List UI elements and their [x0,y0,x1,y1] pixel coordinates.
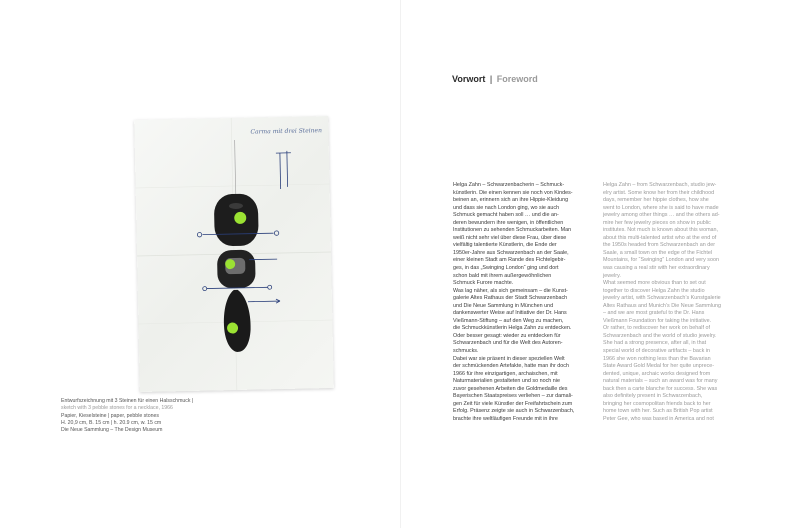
german-text-line: vielfältig talentierte Künstlerin, die Ende der [453,242,557,249]
german-text-column [453,182,603,424]
german-text-line: deren bewundern ihre wenigen, in öffentlichen [453,219,564,226]
english-text-line: together to discover Helga Zahn the studio [603,287,705,294]
english-text-line: Helga Zahn – from Schwarzenbach, studio jew- [603,182,717,188]
german-text-line: Schwarzenbach und für die Welt des Autoren- [453,340,563,347]
german-text-line: Dabei war sie präsent in dieser speziellen Welt [453,355,565,362]
foreword-heading [452,74,538,84]
german-text-line: 1950er-Jahre aus Schwarzenbach an der Saale, [453,249,569,256]
caption-line-3: Papier, Kieselsteine | paper, pebble stones [61,412,159,419]
german-text-line: schon bald mit ihrem außergewöhnlichen [453,272,552,279]
german-text-line: weiß nicht sehr viel über diese Frau, über diese [453,234,567,241]
german-text-line: gen Zeit für viele Künstler der Freifahrtschein zum [453,400,573,407]
english-text-line: elry artist. Some know her from their childhood [603,189,715,196]
german-text-line: der schmückenden Artefakte, hatte man ihr doch [453,363,569,370]
german-text-line: Erfolg. Präsenz zeigte sie auch in Schwarzenbach, [453,408,575,415]
german-text-line: 1966 für ihre einzigartigen, archaischen, mit [453,370,558,377]
english-text-line: Schwarzenbach and the world of studio jewelry. [603,332,717,339]
necklace-sketch-image [134,116,334,392]
english-text-line: jewelry artist, with Schwarzenbach’s Kunstgalerie [603,295,721,302]
german-text-line: einer kleinen Stadt am Rande des Fichtelgebir- [453,257,566,264]
english-text-line: Vießmann Foundation for taking the initiative. [603,317,712,324]
foreword-title-de: Vorwort [452,74,486,84]
german-text-line: brachte ihre weltläufigen Freunde mit in ihre [453,415,558,422]
german-text-line: künstlerin. Die einen kennen sie noch von Kindes- [453,189,573,196]
german-text-line: beinen an, erinnern sich an ihre Hippie-Kleidung [453,197,569,204]
image-caption [61,398,271,434]
english-text-line: dented, unique, archaic works designed from [603,370,711,377]
caption-line-5: Die Neue Sammlung – The Design Museum [61,427,163,434]
english-text-line: back then a carte blanche for success. She was [603,385,718,392]
english-text-line: jewelry among other things … and the others ad- [603,212,720,219]
german-text-line: Institutionen zu sehenden Schmuckarbeiten. Man [453,227,572,234]
foreword-title-en: Foreword [496,74,538,84]
english-text-line: days, remember her hippie clothes, how she [603,197,709,204]
english-text-line: – and we are most grateful to the Dr. Hans [603,310,705,317]
english-text-line: bringing her cosmopolitan friends back to her [603,400,711,407]
german-text-line: dankenswerter Weise auf Initiative der Dr. Hans [453,310,567,317]
english-text-line: She had a strong presence, after all, in that [603,340,707,347]
english-text-line: also definitely present in Schwarzenbach, [603,393,703,400]
english-text-line: about this multi-talented artist who at the end of [603,234,717,241]
english-text-line: State Award Gold Medal for her quite unprece- [603,363,715,370]
german-text-line: und dass sie nach London ging, wo sie auch [453,204,560,211]
handwritten-note: Carma mit drei Steinen [250,127,323,136]
german-text-line: zuvor gesehenen Arbeiten die Goldmedaille des [453,385,568,392]
english-text-line: natural materials – such an award was for many [603,378,718,385]
english-text-line: jewelry. [603,272,621,279]
english-text-line: the 1950s headed from Schwarzenbach an der [603,242,716,249]
english-text-line: institutes. Not much is known about this woman, [603,227,719,234]
caption-line-4: H. 20,9 cm, B. 15 cm | h. 20.9 cm, w. 15 cm [61,419,162,426]
english-text-line: 1966 she won nothing less than the Bavarian [603,355,711,362]
caption-line-2: sketch with 3 pebble stones for a necklace, 1966 [61,405,173,412]
english-text-column [603,182,753,424]
german-text-line: schmucks. [453,348,479,355]
german-text-line: und Die Neue Sammlung in München und [453,302,554,309]
english-text-line: special world of decorative artifacts – back in [603,348,710,355]
english-text-line: mire her few jewelry pieces on show in public [603,219,711,226]
title-separator: | [489,74,493,84]
german-text-line: Schmuck gemacht haben soll … und die an- [453,212,559,219]
english-text-line: Altes Rathaus and Munich’s Die Neue Sammlung [603,302,721,309]
german-text-line: Naturmaterialien gestalteten und so noch nie [453,378,560,385]
german-text-line: Vießmann-Stiftung – auf den Weg zu machen, [453,317,564,324]
english-text-line: went to London, where she is said to have made [603,204,719,211]
german-text-line: Oder besser gesagt: wieder zu entdecken für [453,332,561,339]
caption-line-1: Entwurfszeichnung mit 3 Steinen für einen Halsschmuck | [61,398,194,404]
german-text-line: Was lag näher, als sich gemeinsam – die Kunst- [453,287,568,294]
english-text-line: was causing a real stir with her extraordinary [603,265,710,272]
german-text-line: galerie Altes Rathaus der Stadt Schwarzenbach [453,295,568,302]
english-text-line: Or rather, to rediscover her work on behalf of [603,325,710,332]
german-text-line: die Schmuckkünstlerin Helga Zahn zu entdecken. [453,325,572,332]
german-text-line: ges, in das „Swinging London“ ging und dort [453,265,559,272]
german-text-line: Bayerischen Staatspreises verliehen – zur damali- [453,393,573,400]
german-text-line: Schmuck Furore machte. [453,280,514,287]
english-text-line: home town with her. Such as British Pop artist [603,408,713,415]
english-text-line: Peter Gee, who was based in America and not [603,415,714,422]
spread-gutter [400,0,401,528]
english-text-line: Mountains, for “Swinging” London and very soon [603,257,719,264]
english-text-line: What seemed more obvious than to set out [603,280,706,287]
english-text-line: Saale, a small town on the edge of the Fichtel [603,249,713,256]
german-text-line: Helga Zahn – Schwarzenbacherin – Schmuck- [453,182,565,188]
